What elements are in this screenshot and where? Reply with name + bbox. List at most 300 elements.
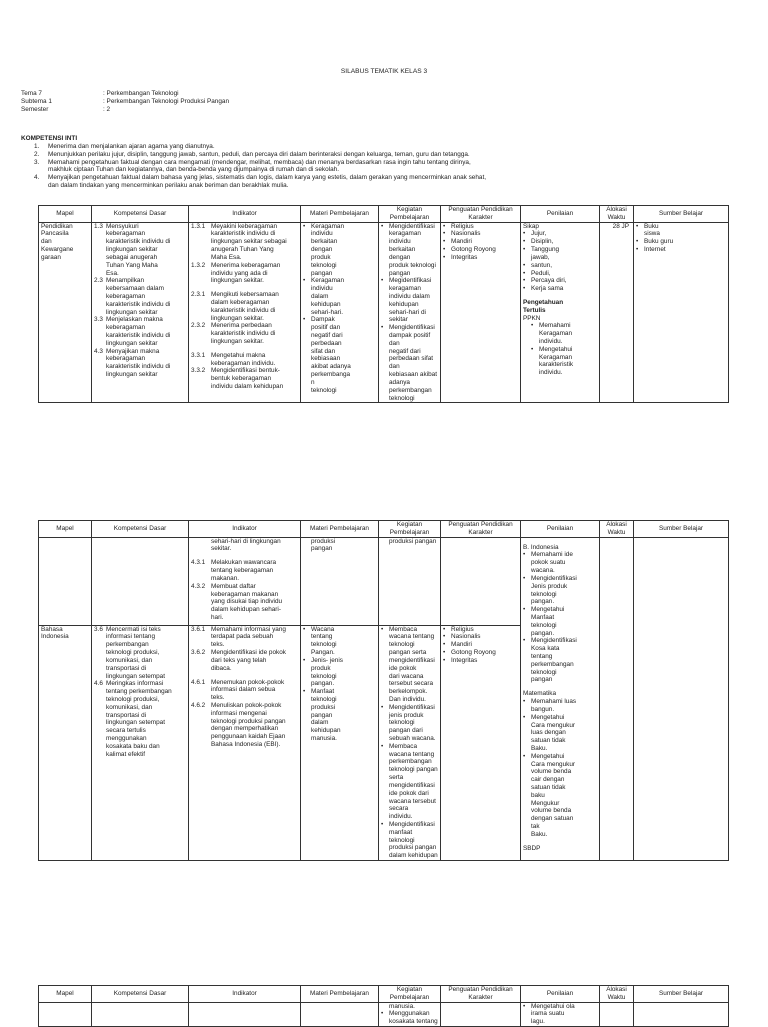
materi-line: Keragaman xyxy=(311,222,345,230)
kegiatan-line: jenis produk xyxy=(389,711,424,719)
kd-item xyxy=(94,277,186,316)
penilaian-line: Mengetahui xyxy=(531,752,565,760)
indikator-line: Menuliskan pokok-pokok xyxy=(211,701,282,709)
cell-ppk xyxy=(441,222,521,403)
kd-line: kalimat efektif xyxy=(106,750,146,758)
kegiatan-bullet: • Membaca wacana tentang teknologi pangan serta mengidentifikasi ide pokok dari wacana tersebut secara berkelompok. Dan individu. xyxy=(381,625,435,703)
sumber-item: • Buku guru xyxy=(636,238,674,246)
kegiatan-bullet: • Mengidentifikasi keragaman individu berkaitan dengan produk teknologi pangan xyxy=(381,223,438,278)
kegiatan-line: kehidupan xyxy=(389,300,419,308)
kd-line: lingkungan sekitar xyxy=(106,371,158,379)
ppk-label: Integritas xyxy=(451,656,478,664)
penilaian-line: individu. xyxy=(539,369,563,377)
kd-line: Meringkas informasi xyxy=(106,680,164,688)
cell-indikator xyxy=(189,1002,301,1026)
penilaian-line: Mengetahui xyxy=(539,345,573,353)
penilaian-line: bangun. xyxy=(531,705,555,713)
cell-ppk xyxy=(441,537,521,625)
indikator-line: dalam kehidupan sehari- xyxy=(211,606,281,614)
materi-line: individu xyxy=(311,230,333,238)
ppk-label: Nasionalis xyxy=(451,230,481,238)
indikator-line: lingkungan sekitar. xyxy=(211,338,264,345)
cell-indikator xyxy=(189,222,301,403)
indikator-line: informasi dalam sebua xyxy=(211,686,276,694)
indikator-line: tentang keberagaman xyxy=(211,567,274,575)
indikator-line: individu dalam kehidupan xyxy=(211,383,284,391)
materi-line: dalam xyxy=(311,292,329,300)
kegiatan-line: Megidentifikasi xyxy=(389,277,432,285)
indikator-line: terdapat pada sebuah xyxy=(211,633,274,641)
materi-line: individu xyxy=(311,285,333,293)
kegiatan-line: kosakata tentang xyxy=(389,1018,438,1026)
header-alokasi: Alokasi Waktu xyxy=(600,986,634,1003)
kegiatan-line: serta xyxy=(389,774,404,782)
cell-mapel xyxy=(39,222,92,403)
kegiatan-line: dampak positif xyxy=(389,332,431,339)
penilaian-line: Cara mengukur xyxy=(531,721,576,729)
indikator-number: 2.3.1 xyxy=(191,291,206,299)
cell-indikator xyxy=(189,537,301,625)
materi-line: perbedaan xyxy=(311,339,342,347)
indikator-line: Menerima keberagaman xyxy=(211,261,281,269)
materi-line: teknologi xyxy=(311,641,337,649)
indikator-item xyxy=(191,702,298,749)
meta-value: : Perkembangan Teknologi xyxy=(103,90,179,97)
indikator-item xyxy=(191,649,298,672)
kd-line: Tuhan Yang Maha xyxy=(106,261,158,269)
indikator-line: karakteristik individu di xyxy=(211,306,276,314)
materi-line: kehidupan xyxy=(311,727,341,735)
header-kompetensi-dasar: Kompetensi Dasar xyxy=(92,521,189,538)
penilaian-line: lagu. xyxy=(531,1018,545,1026)
kd-line: Menjelaskan makna xyxy=(106,316,163,324)
header-materi: Materi Pembelajaran xyxy=(301,206,379,223)
indikator-item xyxy=(191,559,298,582)
penilaian-item: • Mengetahui Manfaat teknologi pangan. xyxy=(523,606,565,637)
materi-line: kehidupan xyxy=(311,300,341,308)
indikator-line: dalam keberagaman xyxy=(211,298,270,306)
indikator-item xyxy=(191,352,298,368)
penilaian-mtk-label: Matematika xyxy=(523,690,557,698)
header-ppk: Penguatan Pendidikan Karakter xyxy=(441,206,521,223)
materi-bullet: • Keragaman individu dalam kehidupan sehari-hari. xyxy=(303,277,345,316)
kd-line: lingkungan sekitar xyxy=(106,246,158,254)
ppk-item: • Gotong Royong xyxy=(443,246,496,254)
kd-line: perkembangan xyxy=(106,641,149,649)
indikator-line: lingkungan sekitar. xyxy=(211,277,264,285)
penilaian-line: tentang xyxy=(531,653,553,660)
header-mapel: Mapel xyxy=(39,206,92,223)
kegiatan-line: negatif dari xyxy=(389,347,421,355)
header-penilaian: Penilaian xyxy=(521,206,600,223)
materi-line: manusia. xyxy=(311,735,337,742)
indikator-line: keberagaman individu. xyxy=(211,359,276,367)
penilaian-line: teknologi xyxy=(531,590,557,598)
materi-line: Jenis- jenis xyxy=(311,656,343,664)
indikator-line: karakteristik individu di xyxy=(211,330,276,338)
penilaian-label: santun, xyxy=(531,261,552,269)
kegiatan-line: dari wacana xyxy=(389,672,424,680)
cell-ppk xyxy=(441,1002,521,1026)
kegiatan-bullet: • Mengidentifikasi dampak positif dan negatif dari perbedaan sifat dan kebiasaan akibat adanya perkembangan teknologi xyxy=(381,324,437,402)
ppk-item: • Mandiri xyxy=(443,641,472,649)
materi-line: pangan xyxy=(311,269,333,277)
penilaian-line: Mengetahui xyxy=(531,606,565,614)
header-alokasi: Alokasi Waktu xyxy=(600,206,634,223)
table-row xyxy=(39,222,729,403)
cell-materi xyxy=(301,537,379,625)
header-sumber: Sumber Belajar xyxy=(634,986,729,1003)
indikator-number: 4.3.1 xyxy=(191,559,206,567)
sumber-line: Buku guru xyxy=(644,238,674,246)
ki-list xyxy=(34,143,724,190)
kegiatan-line: wacana tentang xyxy=(389,633,435,641)
ki-item xyxy=(34,166,724,174)
penilaian-line: pokok suatu xyxy=(531,559,566,567)
penilaian-line: Keragaman xyxy=(539,353,573,361)
materi-line: teknologi xyxy=(311,261,337,269)
kegiatan-line: wacana tersebut xyxy=(389,797,436,805)
indikator-line: informasi mengenai xyxy=(211,709,267,717)
kegiatan-line: Mengidentifikasi xyxy=(389,222,435,230)
kd-line: keberagaman xyxy=(106,292,146,300)
ki-item xyxy=(34,174,724,182)
penilaian-line: perkembangan xyxy=(531,660,574,668)
kd-item xyxy=(94,316,186,347)
penilaian-line: individu. xyxy=(539,338,563,345)
indikator-line: dengan memperhatikan xyxy=(211,725,279,733)
kegiatan-line: dan xyxy=(389,339,400,347)
kegiatan-bullet: • Menggunakan kosakata tentang xyxy=(381,1010,438,1026)
kegiatan-line: produksi pangan xyxy=(389,537,437,545)
ki-item xyxy=(34,159,724,167)
meta-key: Semester xyxy=(21,105,49,113)
kegiatan-line: kebiasaan akibat xyxy=(389,371,437,379)
kd-number: 3.6 xyxy=(94,625,103,633)
ppk-label: Gotong Royong xyxy=(451,246,496,254)
cell-sumber xyxy=(634,1002,729,1026)
kegiatan-line: sekitar xyxy=(389,316,408,324)
penilaian-label: Peduli, xyxy=(531,269,551,277)
penilaian-line: volume benda xyxy=(531,768,572,776)
kd-line: teknologi produksi, xyxy=(106,695,160,703)
penilaian-line: karakteristik xyxy=(539,361,574,369)
penilaian-label: Percaya diri, xyxy=(531,277,567,285)
kegiatan-line: teknologi pangan xyxy=(389,766,438,774)
kegiatan-line: produksi pangan xyxy=(389,844,437,852)
indikator-line: sehari-hari di lingkungan xyxy=(211,537,281,545)
ppk-label: Integritas xyxy=(451,253,478,261)
ppk-label: Religius xyxy=(451,625,474,633)
kegiatan-line: berkelompok. xyxy=(389,688,428,696)
indikator-line: hari. xyxy=(211,613,224,621)
kegiatan-line: sehari-hari di xyxy=(389,308,426,316)
penilaian-sikap-label: Sikap xyxy=(523,222,539,230)
kegiatan-line: Mengidentifikasi xyxy=(389,820,435,828)
penilaian-sbdp-label: SBDP xyxy=(523,844,541,852)
ppk-item: • Integritas xyxy=(443,253,478,261)
mapel-line: Bahasa xyxy=(41,625,63,633)
cell-mapel xyxy=(39,537,92,625)
kd-line: lingkungan setempat xyxy=(106,672,165,680)
ki-number: 3. xyxy=(34,158,40,166)
penilaian-pengetahuan-label: Pengetahuan xyxy=(523,298,564,306)
indikator-line: Maha Esa. xyxy=(211,253,242,261)
penilaian-item: • Memahami Keragaman individu. xyxy=(531,322,573,345)
kegiatan-line: teknologi xyxy=(389,836,415,844)
kegiatan-line: individu xyxy=(389,238,411,246)
kd-line: sebagai anugerah xyxy=(106,253,158,261)
ki-number: 4. xyxy=(34,174,40,182)
kegiatan-line: ide pokok xyxy=(389,664,417,672)
cell-kegiatan xyxy=(379,537,441,625)
kegiatan-line: ide pokok dari xyxy=(389,789,429,797)
materi-line: Keragaman xyxy=(311,277,345,285)
ki-item xyxy=(34,143,724,151)
header-mapel: Mapel xyxy=(39,521,92,538)
materi-line: pangan. xyxy=(311,680,335,688)
cell-alokasi xyxy=(600,537,634,860)
kd-line: lingkungan setempat xyxy=(106,719,165,727)
materi-line: akibat adanya xyxy=(311,363,351,371)
indikator-line: keberagaman makanan xyxy=(211,590,279,598)
ki-item xyxy=(34,182,724,190)
header-kegiatan: Kegiatan Pembelajaran xyxy=(379,986,441,1003)
meta-row-tema xyxy=(21,90,229,98)
penilaian-line: Mengidentifikasi xyxy=(531,574,577,582)
kd-line: transportasi di xyxy=(106,664,147,672)
kd-line: keberagaman xyxy=(106,355,146,363)
penilaian-line: irama suatu xyxy=(531,1010,565,1018)
penilaian-line: Mengetahui xyxy=(531,713,565,721)
cell-kegiatan xyxy=(379,1002,441,1026)
syllabus-table-3 xyxy=(38,985,729,1027)
cell-sumber xyxy=(634,537,729,860)
cell-indikator xyxy=(189,625,301,860)
table-row xyxy=(39,1002,729,1026)
materi-bullet: • Keragaman individu berkaitan dengan produk teknologi pangan xyxy=(303,222,345,277)
indikator-line: lingkungan sekitar sebagai xyxy=(211,238,287,246)
penilaian-line: Mengukur xyxy=(531,799,560,807)
penilaian-line: Memahami ide xyxy=(531,551,573,559)
kd-item xyxy=(94,348,186,379)
kegiatan-line: berkaitan dengan xyxy=(389,246,416,261)
kegiatan-line: perkembangan xyxy=(389,758,432,766)
ki-number: 2. xyxy=(34,150,40,158)
materi-line: tentang xyxy=(311,633,333,641)
indikator-line: Melakukan wawancara xyxy=(211,559,277,567)
kd-number: 2.3 xyxy=(94,277,103,285)
materi-line: Manfaat xyxy=(311,688,335,696)
sumber-line: Internet xyxy=(644,246,666,254)
document-title: SILABUS TEMATIK KELAS 3 xyxy=(340,68,428,75)
penilaian-label: Disiplin, xyxy=(531,238,554,246)
penilaian-item: • Peduli, xyxy=(523,269,551,277)
ki-text: makhluk ciptaan Tuhan dan kegiatannya, dan benda-benda yang dijumpainya di rumah dan di sekolah. xyxy=(48,166,339,174)
indikator-line: teknologi produksi pangan xyxy=(211,717,286,725)
penilaian-line: Mengetahui ola xyxy=(531,1002,575,1010)
kd-item xyxy=(94,223,186,278)
header-ppk: Penguatan Pendidikan Karakter xyxy=(441,521,521,538)
indikator-line: karakteristik individu di xyxy=(211,230,276,238)
penilaian-line: satuan tidak xyxy=(531,737,566,745)
indikator-line: Menerima perbedaan xyxy=(211,322,272,330)
penilaian-item: • Kerja sama xyxy=(523,285,564,293)
sumber-line: siswa xyxy=(644,230,660,238)
penilaian-line: luas dengan xyxy=(531,729,566,737)
cell-alokasi xyxy=(600,1002,634,1026)
penilaian-line: teknologi xyxy=(531,668,557,676)
meta-value: : 2 xyxy=(103,105,111,113)
kd-line: informasi tentang xyxy=(106,633,156,641)
kegiatan-line: dalam kehidupan xyxy=(389,852,438,860)
penilaian-item: • Mengidentifikasi Jenis produk teknologi pangan. xyxy=(523,574,577,606)
materi-line: positif dan xyxy=(311,324,341,332)
header-kompetensi-dasar: Kompetensi Dasar xyxy=(92,206,189,223)
header-sumber: Sumber Belajar xyxy=(634,521,729,538)
kegiatan-line: keragaman xyxy=(389,230,421,238)
kegiatan-line: secara xyxy=(389,805,409,813)
indikator-line: anugerah Tuhan Yang xyxy=(211,246,274,254)
penilaian-item: • Mengetahui Cara mengukur luas dengan satuan tidak Baku. xyxy=(523,713,576,752)
penilaian-line: dengan satuan xyxy=(531,815,574,823)
ppk-label: Gotong Royong xyxy=(451,649,496,657)
penilaian-line: pangan. xyxy=(531,598,555,606)
penilaian-line: Memahami xyxy=(539,322,571,330)
kegiatan-line: manfaat xyxy=(389,828,413,836)
cell-kegiatan xyxy=(379,222,441,403)
ppk-label: Mandiri xyxy=(451,641,472,649)
ki-heading: KOMPETENSI INTI xyxy=(21,135,78,142)
kegiatan-line: teknologi xyxy=(389,719,415,727)
indikator-line: makanan. xyxy=(211,574,240,582)
penilaian-item: • Mengetahui Cara mengukur volume benda cair dengan satuan tidak baku Mengukur volume benda dengan satuan tak Baku. xyxy=(523,752,576,838)
cell-mapel xyxy=(39,1002,92,1026)
indikator-line: Membuat daftar xyxy=(211,582,256,590)
penilaian-line: Mengidentifikasi xyxy=(531,637,577,645)
meta-row-subtema xyxy=(21,98,229,106)
kd-item xyxy=(94,626,186,681)
meta-block xyxy=(21,90,229,113)
kegiatan-line: Membaca xyxy=(389,625,418,633)
kegiatan-line: dan xyxy=(389,363,400,371)
ki-number xyxy=(34,166,48,174)
kd-line: menggunakan xyxy=(106,735,147,742)
indikator-number: 1.3.1 xyxy=(191,222,206,230)
mapel-line: garaan xyxy=(41,253,61,261)
kd-line: kebersamaan dalam xyxy=(106,285,164,293)
penilaian-item: • Mengidentifikasi Kosa kata tentang perkembangan teknologi pangan xyxy=(523,637,577,684)
kegiatan-line: sebuah wacana. xyxy=(389,735,436,742)
meta-key: Tema 7 xyxy=(21,90,42,97)
kd-number: 1.3 xyxy=(94,222,103,230)
kd-line: karakteristik individu di xyxy=(106,363,171,371)
penilaian-item: • Memahami luas bangun. xyxy=(523,698,577,713)
ki-item xyxy=(34,151,724,159)
kegiatan-line: Mengidentifikasi xyxy=(389,703,435,711)
ppk-item: • Religius xyxy=(443,625,474,633)
penilaian-item: • Memahami ide pokok suatu wacana. xyxy=(523,551,573,575)
kegiatan-line: mengidentifikasi xyxy=(389,656,435,664)
indikator-line: Memahami informasi yang xyxy=(211,625,286,633)
cell-penilaian xyxy=(521,1002,600,1026)
indikator-line: bentuk keberagaman xyxy=(211,375,272,383)
kegiatan-line: perbedaan sifat xyxy=(389,355,434,363)
indikator-number: 2.3.2 xyxy=(191,322,206,330)
materi-bullet: • Jenis- jenis produk teknologi pangan. xyxy=(303,656,343,688)
kegiatan-line: Dan individu. xyxy=(389,695,426,703)
penilaian-line: pangan. xyxy=(531,629,555,637)
indikator-line: dari teks yang telah xyxy=(211,656,267,664)
materi-continued xyxy=(303,538,376,554)
materi-line: berkaitan xyxy=(311,238,338,246)
header-sumber: Sumber Belajar xyxy=(634,206,729,223)
indikator-line: teks. xyxy=(211,641,225,649)
penilaian-line: pangan xyxy=(531,676,553,684)
kd-line: Menampilkan xyxy=(106,277,145,285)
kd-line: karakteristik individu di xyxy=(106,332,171,339)
kegiatan-line: teknologi xyxy=(389,641,415,649)
kd-line: komunikasi, dan xyxy=(106,703,153,711)
ppk-item: • Religius xyxy=(443,222,474,230)
penilaian-line: Baku. xyxy=(531,830,548,838)
penilaian-label: Tanggung jawab, xyxy=(531,246,560,261)
kegiatan-line: pangan dari xyxy=(389,727,423,735)
materi-line: pangan xyxy=(311,711,333,719)
indikator-line: teks. xyxy=(211,694,225,702)
materi-line: sifat dan xyxy=(311,347,336,355)
indikator-item xyxy=(191,583,298,622)
table-header-row xyxy=(39,986,729,1003)
cell-ppk xyxy=(441,625,521,860)
mapel-line: Pancasila xyxy=(41,230,69,238)
kegiatan-line: Menggunakan xyxy=(389,1010,430,1018)
kegiatan-line: mengidentifikasi xyxy=(389,781,435,789)
table-row xyxy=(39,537,729,625)
kegiatan-bullet: • Mengidentifikasi manfaat teknologi produksi pangan dalam kehidupan xyxy=(381,820,438,860)
kegiatan-line: teknologi xyxy=(389,394,415,402)
ppk-label: Nasionalis xyxy=(451,633,481,641)
kd-line: komunikasi, dan xyxy=(106,656,153,664)
kd-number: 3.3 xyxy=(94,316,103,324)
indikator-number: 4.6.2 xyxy=(191,701,206,709)
materi-line: teknologi xyxy=(311,672,337,680)
materi-line: produk xyxy=(311,253,331,261)
kegiatan-bullet: • Mengidentifikasi jenis produk teknologi pangan dari sebuah wacana. xyxy=(381,703,436,742)
kd-line: Mencermati isi teks xyxy=(106,625,161,633)
kd-line: secara tertulis xyxy=(106,727,146,735)
penilaian-item: • Mengetahui ola irama suatu lagu. xyxy=(523,1002,575,1026)
kd-line: Menyajikan makna xyxy=(106,347,160,355)
header-kompetensi-dasar: Kompetensi Dasar xyxy=(92,986,189,1003)
kegiatan-line: manusia. xyxy=(389,1002,415,1010)
meta-key: Subtema 1 xyxy=(21,97,52,105)
penilaian-line: Baku. xyxy=(531,744,548,752)
penilaian-item: • santun, xyxy=(523,261,552,269)
cell-materi xyxy=(301,625,379,860)
kegiatan-line: Membaca xyxy=(389,742,418,750)
meta-value: : Perkembangan Teknologi Produksi Pangan xyxy=(103,97,230,105)
penilaian-item: • Tanggung jawab, xyxy=(523,246,597,262)
penilaian-line: wacana. xyxy=(531,567,555,575)
penilaian-item: • Percaya diri, xyxy=(523,277,567,285)
ki-text: dan dalam tindakan yang mencerminkan perilaku anak beriman dan berakhlak mulia. xyxy=(48,182,289,190)
penilaian-line: Manfaat xyxy=(531,613,555,621)
indikator-number: 4.3.2 xyxy=(191,582,206,590)
ki-text: Menunjukkan perilaku jujur, disiplin, tanggung jawab, santun, peduli, dan percaya diri dalam berinteraksi dengan keluarga, teman, guru dan tetangga. xyxy=(48,150,470,158)
indikator-line: individu yang ada di xyxy=(211,269,268,277)
kegiatan-bullet: • Membaca wacana tentang perkembangan teknologi pangan serta mengidentifikasi ide pokok dari wacana tersebut secara individu. xyxy=(381,742,438,821)
